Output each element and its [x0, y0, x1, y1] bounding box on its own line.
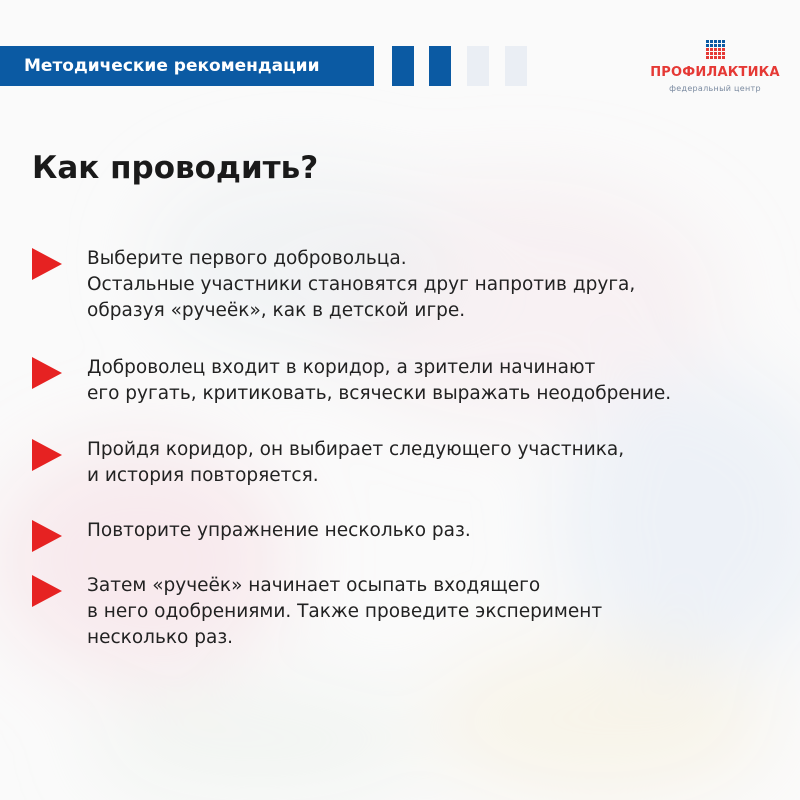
section-banner [0, 46, 374, 86]
list-item-line: несколько раз. [87, 627, 234, 648]
list-item-line: Выберите первого добровольца. [87, 248, 407, 269]
list-item-line: его ругать, критиковать, всячески выражать неодобрение. [87, 383, 672, 404]
list-item-line: образуя «ручеёк», как в детской игре. [87, 300, 466, 321]
banner-title: Методические рекомендации [24, 56, 320, 76]
red-triangle-arrow-icon [32, 248, 62, 280]
accent-bar [467, 46, 489, 86]
list-item-line: Повторите упражнение несколько раз. [87, 520, 471, 541]
red-triangle-arrow-icon [32, 357, 62, 389]
logo-subtitle: федеральный центр [669, 84, 761, 93]
accent-bar [429, 46, 451, 86]
list-item-line: Остальные участники становятся друг напротив друга, [87, 274, 636, 295]
red-triangle-arrow-icon [32, 439, 62, 471]
list-item-line: Затем «ручеёк» начинает осыпать входящего [87, 575, 541, 596]
list-item-line: и история повторяется. [87, 465, 319, 486]
logo-name: ПРОФИЛАКТИКА [650, 65, 780, 80]
list-item-line: Доброволец входит в коридор, а зрители начинают [87, 357, 596, 378]
grid-logo-icon [706, 40, 726, 60]
logo [640, 40, 790, 100]
accent-bar [505, 46, 527, 86]
red-triangle-arrow-icon [32, 575, 62, 607]
page-title: Как проводить? [32, 150, 319, 186]
accent-bar [392, 46, 414, 86]
list-item-line: в него одобрениями. Также проведите эксперимент [87, 601, 603, 622]
list-item-line: Пройдя коридор, он выбирает следующего участника, [87, 439, 625, 460]
red-triangle-arrow-icon [32, 520, 62, 552]
